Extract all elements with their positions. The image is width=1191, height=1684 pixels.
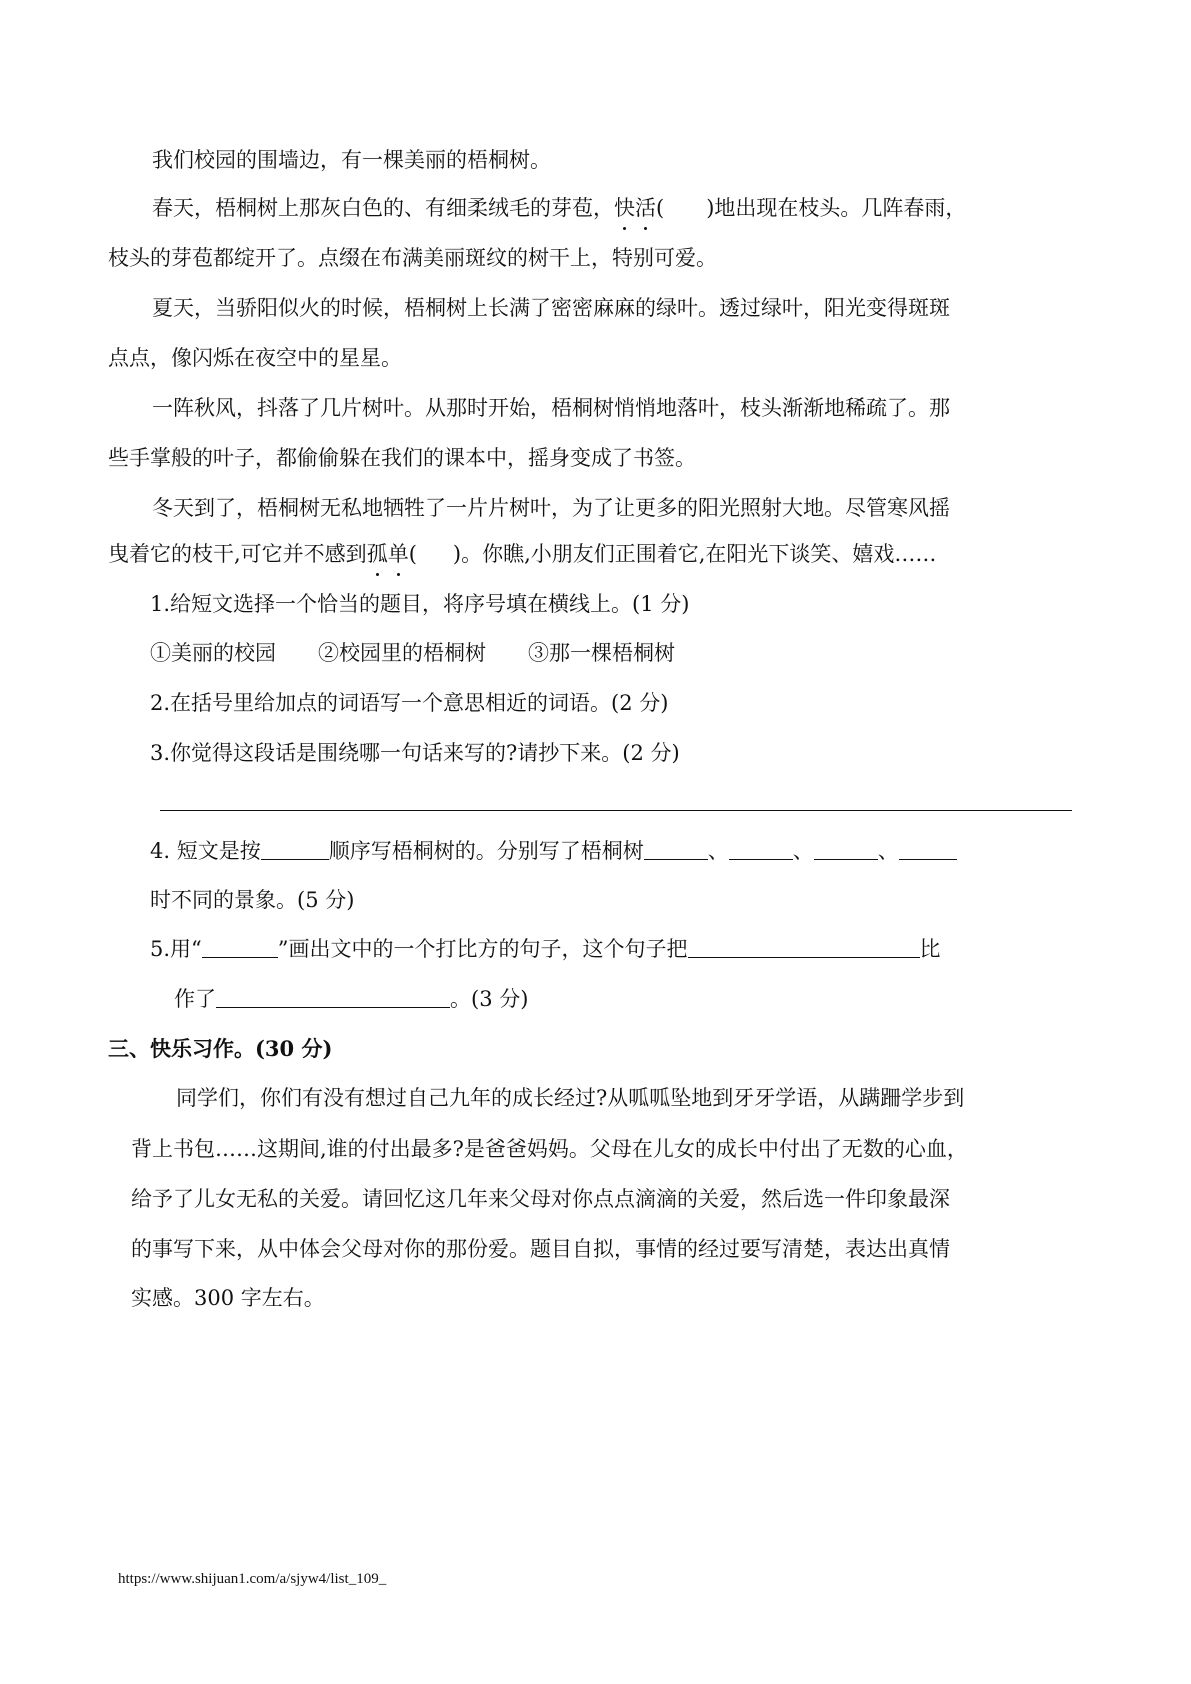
passage-paragraph-2-line-2: 枝头的芽苞都绽开了。点缀在布满美丽斑纹的树干上，特别可爱。: [108, 246, 717, 270]
text: 5.用“: [150, 937, 202, 961]
question-5-line-2: [174, 984, 528, 1014]
separator: 、: [877, 839, 899, 863]
separator: 、: [792, 839, 814, 863]
text: (: [408, 542, 417, 566]
text: 曳着它的枝干,可它并不感到: [108, 542, 367, 566]
footer-url[interactable]: https://www.shijuan1.com/a/sjyw4/list_109_: [118, 1571, 387, 1587]
passage-paragraph-2-line-1: [152, 193, 966, 223]
writing-prompt-line-1: 同学们，你们有没有想过自己九年的成长经过?从呱呱坠地到牙牙学语，从蹒跚学步到: [176, 1086, 965, 1110]
text: 顺序写梧桐树的。分别写了梧桐树: [328, 839, 644, 863]
answer-blank[interactable]: [899, 839, 957, 860]
writing-prompt-line-2: 背上书包……这期间,谁的付出最多?是爸爸妈妈。父母在儿女的成长中付出了无数的心血，: [131, 1137, 968, 1161]
answer-blank[interactable]: [644, 839, 708, 860]
answer-blank[interactable]: [729, 839, 793, 860]
question-4-line-2: 时不同的景象。(5 分): [150, 888, 355, 912]
passage-paragraph-5-line-2: [108, 539, 936, 569]
writing-prompt-line-5: 实感。300 字左右。: [131, 1286, 325, 1310]
text: 比: [919, 937, 941, 961]
question-5-line-1: [150, 934, 941, 964]
answer-blank[interactable]: [216, 987, 450, 1008]
answer-blank[interactable]: [688, 937, 920, 958]
question-4-line-1: [150, 836, 957, 866]
text: 。(3 分): [450, 987, 529, 1011]
dotted-char: 单: [388, 539, 409, 569]
text: 作了: [174, 987, 216, 1011]
answer-blank[interactable]: [814, 839, 878, 860]
answer-line-q3[interactable]: [160, 810, 1072, 811]
text: 春天，梧桐树上那灰白色的、有细柔绒毛的芽苞，: [152, 196, 614, 220]
text: 4. 短文是按: [150, 839, 261, 863]
dotted-char: 活: [635, 193, 656, 223]
writing-prompt-line-4: 的事写下来，从中体会父母对你的那份爱。题目自拟，事情的经过要写清楚，表达出真情: [131, 1237, 950, 1261]
answer-blank[interactable]: [202, 937, 278, 958]
question-3: 3.你觉得这段话是围绕哪一句话来写的?请抄下来。(2 分): [150, 741, 680, 765]
question-1-options: ①美丽的校园 ②校园里的梧桐树 ③那一棵梧桐树: [150, 641, 675, 665]
passage-paragraph-3-line-1: 夏天，当骄阳似火的时候，梧桐树上长满了密密麻麻的绿叶。透过绿叶，阳光变得斑斑: [152, 296, 950, 320]
passage-paragraph-3-line-2: 点点，像闪烁在夜空中的星星。: [108, 346, 402, 370]
text: )。你瞧,小朋友们正围着它,在阳光下谈笑、嬉戏……: [452, 542, 937, 566]
question-2: 2.在括号里给加点的词语写一个意思相近的词语。(2 分): [150, 691, 669, 715]
passage-paragraph-5-line-1: 冬天到了，梧桐树无私地牺牲了一片片树叶，为了让更多的阳光照射大地。尽管寒风摇: [152, 496, 950, 520]
text: ”画出文中的一个打比方的句子，这个句子把: [277, 937, 688, 961]
section-3-heading: 三、快乐习作。(30 分): [108, 1036, 333, 1061]
dotted-char: 快: [614, 193, 635, 223]
text: )地出现在枝头。几阵春雨，: [706, 196, 967, 220]
passage-paragraph-4-line-1: 一阵秋风，抖落了几片树叶。从那时开始，梧桐树悄悄地落叶，枝头渐渐地稀疏了。那: [152, 396, 950, 420]
text: (: [656, 196, 665, 220]
separator: 、: [707, 839, 729, 863]
answer-blank[interactable]: [261, 839, 329, 860]
question-1: 1.给短文选择一个恰当的题目，将序号填在横线上。(1 分): [150, 592, 690, 616]
writing-prompt-line-3: 给予了儿女无私的关爱。请回忆这几年来父母对你点点滴滴的关爱，然后选一件印象最深: [131, 1187, 950, 1211]
dotted-char: 孤: [367, 539, 388, 569]
passage-paragraph-4-line-2: 些手掌般的叶子，都偷偷躲在我们的课本中，摇身变成了书签。: [108, 446, 696, 470]
passage-paragraph-1: 我们校园的围墙边，有一棵美丽的梧桐树。: [152, 148, 551, 172]
